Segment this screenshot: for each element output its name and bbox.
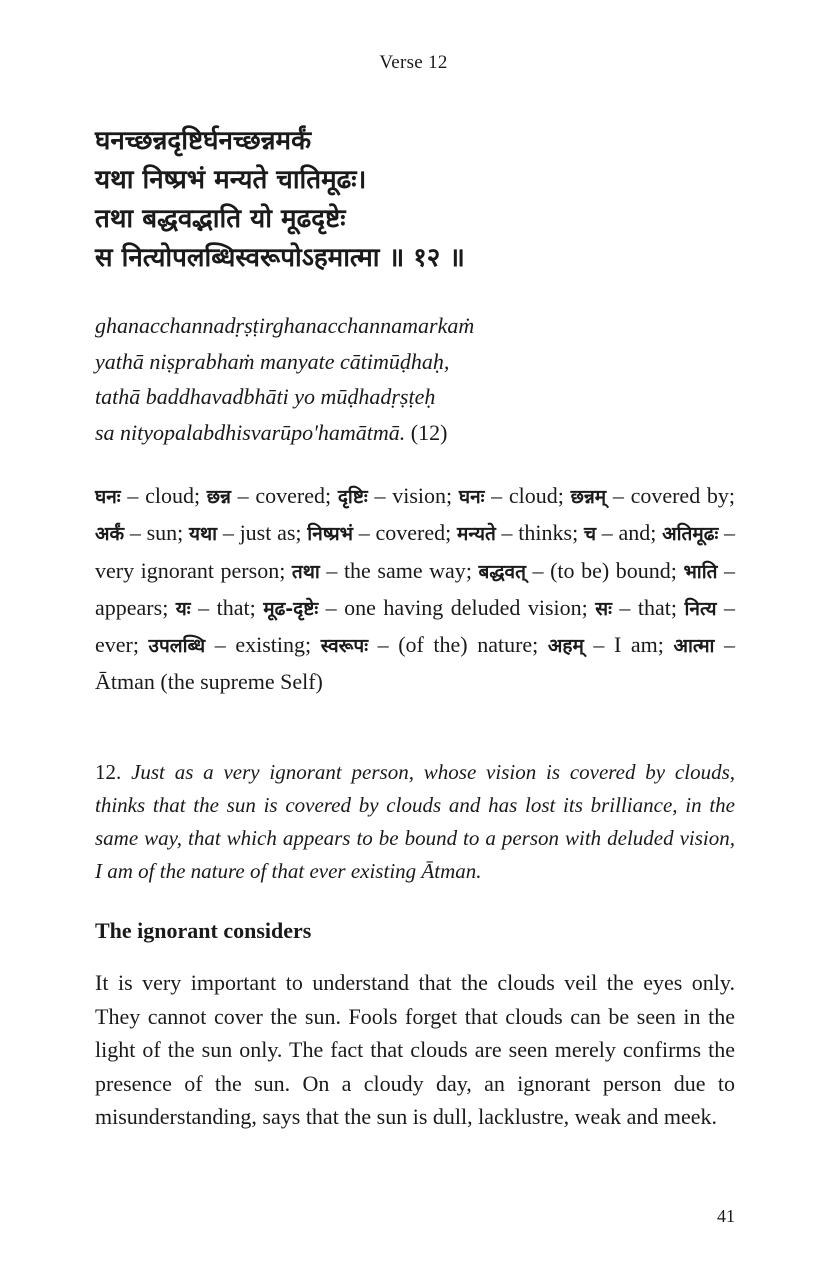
translation-number: 12. bbox=[95, 760, 122, 784]
glossary-meaning: Ātman (the supreme Self) bbox=[95, 669, 323, 695]
translation-text: Just as a very ignorant person, whose vision is covered by clouds, thinks that the sun is covered by clouds and has lost its brilliance, in the same way, that which appears to be bound to a person with deluded vision, I am of the nature of that ever existing Ātman. bbox=[95, 760, 736, 883]
glossary-term: दृष्टिः bbox=[337, 486, 368, 508]
transliteration bbox=[95, 308, 755, 450]
glossary-term: भाति bbox=[683, 560, 718, 583]
verse-translation bbox=[95, 756, 735, 888]
glossary-term: घनः bbox=[95, 486, 121, 508]
glossary-term: आत्मा bbox=[673, 635, 715, 658]
glossary-term: अतिमूढः bbox=[662, 523, 719, 546]
glossary-meaning: cloud bbox=[508, 483, 558, 508]
glossary-term: उपलब्धि bbox=[148, 635, 206, 658]
glossary-meaning: covered by bbox=[630, 483, 729, 508]
glossary-meaning: and bbox=[618, 520, 651, 546]
page-number: 41 bbox=[717, 1206, 735, 1226]
glossary-meaning: that bbox=[216, 594, 250, 620]
running-head: Verse 12 bbox=[379, 52, 448, 73]
glossary-term: यः bbox=[175, 597, 191, 620]
glossary-term: च bbox=[583, 523, 597, 546]
glossary-meaning: sun bbox=[146, 520, 178, 546]
transliteration-line: tathā baddhavadbhāti yo mūḍhadṛṣṭeḥ bbox=[95, 384, 436, 409]
glossary-meaning: just as bbox=[239, 520, 296, 546]
glossary-term: अर्कं bbox=[95, 523, 125, 546]
glossary-meaning: vision bbox=[392, 483, 447, 508]
word-glossary: घनः – cloud; छन्न – covered; दृष्टिः – vision; घनः – cloud; छन्नम् – covered by; अर्कं – sun; यथा – just as; निष्प्रभं – covered; मन्यते – thinks; च – and; अतिमूढः – very ignorant person; तथा – the same way; बद्धवत् – (to be) bound; भाति – appears; यः – that; मूढ-दृष्टेः – one having deluded vision; सः – that; नित्य – ever; उपलब्धि – existing; स्वरूपः – (of the) nature; अहम् – I am; आत्मा – Ātman (the supreme Self) bbox=[95, 483, 736, 695]
glossary-term: बद्धवत् bbox=[478, 560, 526, 583]
sanskrit-verse bbox=[95, 122, 755, 278]
glossary-meaning: very ignorant person bbox=[95, 557, 280, 583]
glossary-meaning: covered bbox=[255, 483, 325, 508]
glossary-meaning: (of the) nature bbox=[398, 632, 533, 658]
verse-reference: (12) bbox=[410, 419, 448, 445]
glossary-meaning: appears bbox=[95, 594, 163, 620]
glossary-meaning: I am bbox=[613, 632, 658, 658]
body-paragraph: It is very important to understand that the clouds veil the eyes only. They cannot cover the sun. Fools forget that clouds can be seen in the light of the sun only. The fact that clouds are seen merely confirms the presence of the sun. On a cloudy day, an ignorant person due to misunderstanding, says that the sun is dull, lacklustre, weak and meek. bbox=[95, 970, 735, 1129]
sanskrit-line: घनच्छन्नदृष्टिर्घनच्छन्नमर्कं bbox=[95, 126, 312, 156]
glossary-meaning: the same way bbox=[343, 557, 466, 583]
glossary-meaning: cloud bbox=[145, 483, 194, 508]
transliteration-line: yathā niṣprabhaṁ manyate cātimūḍhaḥ, bbox=[95, 348, 450, 374]
glossary-term: मूढ-दृष्टेः bbox=[263, 597, 319, 620]
glossary-term: तथा bbox=[291, 560, 320, 583]
glossary-meaning: covered bbox=[375, 520, 446, 546]
glossary-term: निष्प्रभं bbox=[307, 523, 354, 546]
transliteration-line-last bbox=[95, 415, 755, 451]
glossary-term: घनः bbox=[458, 486, 485, 508]
glossary-meaning: existing bbox=[235, 632, 306, 658]
glossary-meaning: that bbox=[637, 594, 671, 620]
transliteration-line: ghanacchannadṛṣṭirghanacchannamarkaṁ bbox=[95, 313, 475, 338]
transliteration-line: sa nityopalabdhisvarūpo'hamātmā. bbox=[95, 419, 406, 445]
glossary-term: मन्यते bbox=[457, 523, 496, 546]
glossary-term: छन्नम् bbox=[570, 486, 607, 508]
glossary-meaning: one having deluded vision bbox=[344, 594, 582, 620]
glossary-term: अहम् bbox=[547, 635, 584, 658]
glossary-term: सः bbox=[595, 597, 612, 620]
sanskrit-line: स नित्योपलब्धिस्वरूपोऽहमात्मा ॥ १२ ॥ bbox=[95, 243, 465, 273]
glossary-term: छन्न bbox=[206, 486, 231, 508]
sanskrit-line: तथा बद्धवद्भाति यो मूढदृष्टेः bbox=[95, 204, 346, 234]
section-heading: The ignorant considers bbox=[95, 918, 312, 943]
glossary-meaning: (to be) bound bbox=[550, 557, 671, 583]
glossary-term: यथा bbox=[189, 523, 218, 546]
sanskrit-line: यथा निष्प्रभं मन्यते चातिमूढः। bbox=[95, 165, 367, 195]
glossary-meaning: thinks bbox=[518, 520, 573, 546]
glossary-meaning: ever bbox=[95, 632, 133, 658]
glossary-term: नित्य bbox=[684, 597, 717, 620]
glossary-term: स्वरूपः bbox=[320, 635, 369, 658]
